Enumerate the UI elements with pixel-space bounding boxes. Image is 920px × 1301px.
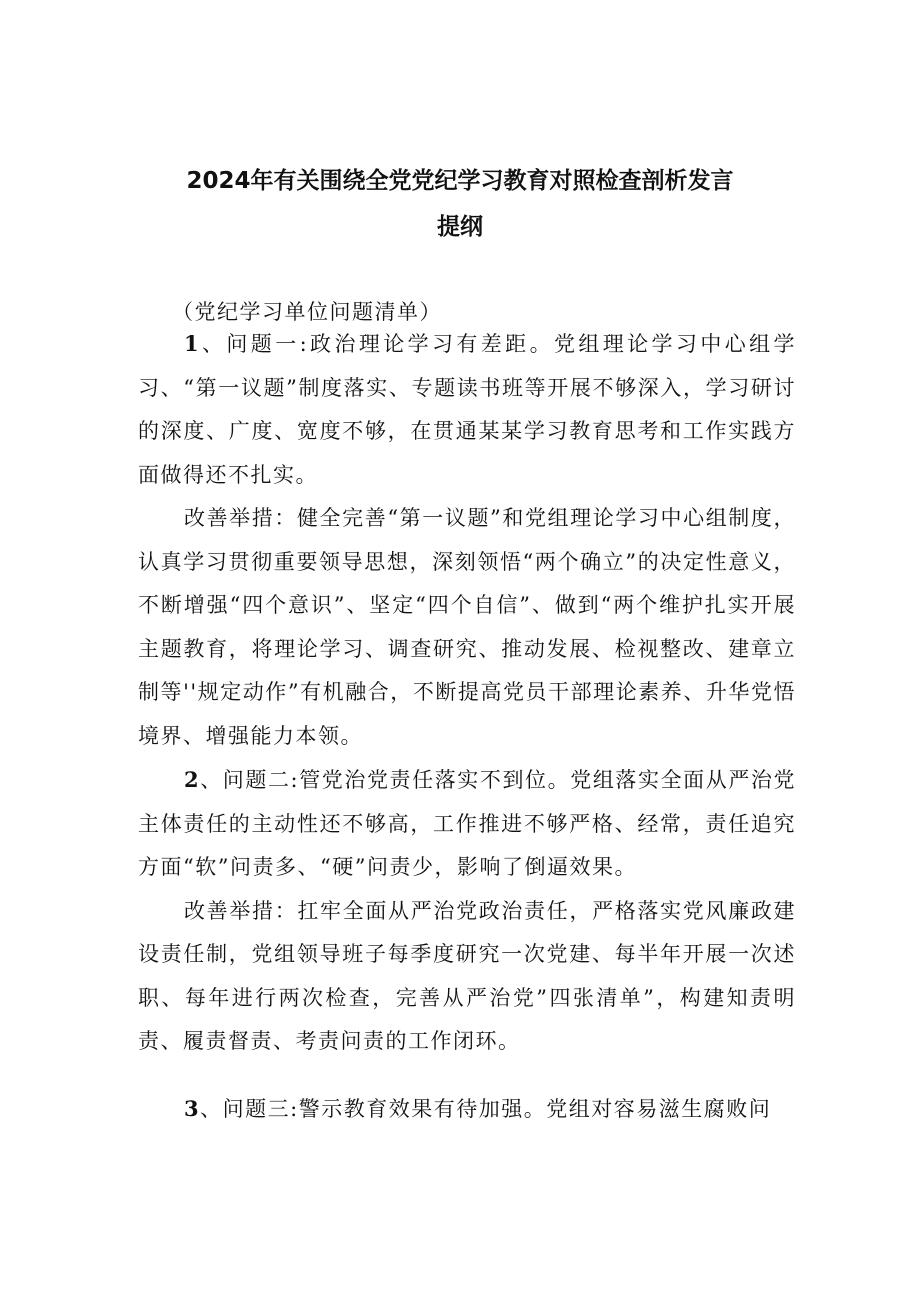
paragraph-problem-1: [138, 322, 796, 497]
document-body-continued: [138, 1087, 796, 1132]
paragraph-number: 2: [184, 767, 201, 792]
paragraph-problem-2: [138, 758, 796, 890]
paragraph-measures-1: [138, 497, 796, 758]
paragraph-number: 3: [184, 1096, 201, 1121]
paragraph-measures-2: [138, 890, 796, 1064]
document-body: [138, 322, 796, 1064]
paragraph-text: 改善举措：健全完善“第一议题”和党组理论学习中心组制度，认真学习贯彻重要领导思想，深刻领悟“两个确立”的决定性意义，不断增强“四个意识”、坚定“四个自信”、做到“两个维护扎实开展主题教育，将理论学习、调查研究、推动发展、检视整改、建章立制等''规定动作”有机融合，不断提高党员干部理论素养、升华党悟境界、增强能力本领。: [138, 506, 796, 748]
paragraph-text: 、问题一:政治理论学习有差距。党组理论学习中心组学习、“第一议题”制度落实、专题读书班等开展不够深入，学习研讨的深度、广度、宽度不够，在贯通某某学习教育思考和工作实践方面做得还不扎实。: [138, 332, 796, 487]
paragraph-text: 、问题三:警示教育效果有待加强。党组对容易滋生腐败问: [200, 1097, 772, 1121]
document-subtitle: （党纪学习单位问题清单）: [172, 300, 442, 324]
paragraph-number: 1: [184, 331, 201, 356]
document-title-line1: 2024年有关围绕全党党纪学习教育对照检查剖析发言: [186, 168, 734, 194]
document-title-line2: 提纲: [437, 214, 483, 240]
paragraph-problem-3: [138, 1087, 796, 1132]
paragraph-text: 改善举措：扛牢全面从严治党政治责任，严格落实党风廉政建设责任制，党组领导班子每季度研究一次党建、每半年开展一次述职、每年进行两次检查，完善从严治党”四张清单”，构建知责明责、履责督责、考责问责的工作闭环。: [138, 898, 796, 1053]
paragraph-text: 、问题二:管党治党责任落实不到位。党组落实全面从严治党主体责任的主动性还不够高，工作推进不够严格、经常，责任追究方面“软”问责多、“硬”问责少，影响了倒逼效果。: [138, 768, 796, 879]
